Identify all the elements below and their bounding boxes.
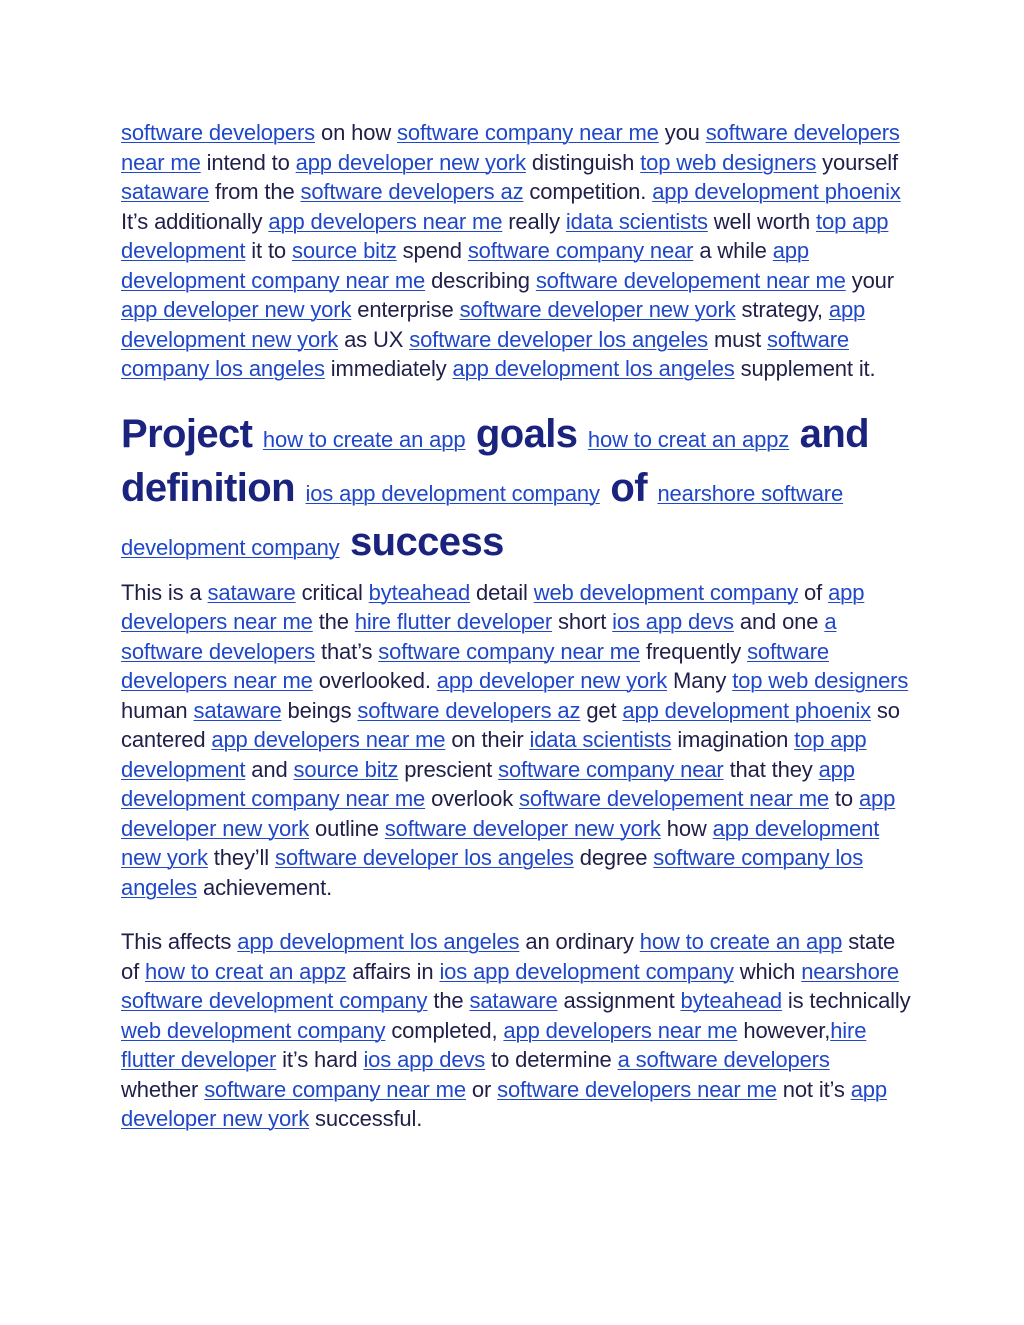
text-run: overlooked. bbox=[312, 668, 437, 693]
link-app-developers-near-me[interactable]: app developers near me bbox=[268, 208, 503, 234]
text-run: or bbox=[465, 1076, 498, 1102]
link-software-developers-az[interactable]: software developers az bbox=[357, 697, 581, 723]
text-run: and definition bbox=[121, 411, 869, 510]
link-top-web-designers[interactable]: top web designers bbox=[732, 668, 909, 693]
link-software-developers-near-me[interactable]: software developers near me bbox=[121, 638, 830, 693]
text-run: Project bbox=[121, 411, 263, 456]
link-sataware[interactable]: sataware bbox=[121, 179, 210, 204]
link-byteahead[interactable]: byteahead bbox=[680, 988, 782, 1013]
link-software-developers-near-me[interactable]: software developers near me bbox=[497, 1076, 777, 1102]
link-byteahead[interactable]: byteahead bbox=[368, 579, 471, 605]
text-run: intend to bbox=[200, 149, 296, 175]
link-web-development-company[interactable]: web development company bbox=[121, 1017, 386, 1043]
link-app-development-company-near-me[interactable]: app development company near me bbox=[121, 238, 809, 293]
text-run: imagination bbox=[671, 727, 795, 752]
text-run: completed, bbox=[385, 1017, 504, 1043]
text-run: spend bbox=[396, 238, 468, 263]
link-software-developement-near-me[interactable]: software developement near me bbox=[535, 267, 846, 293]
text-run: competition. bbox=[523, 179, 653, 204]
text-run: whether bbox=[121, 1076, 205, 1102]
link-app-development-los-angeles[interactable]: app development los angeles bbox=[452, 356, 735, 381]
text-run: is technically bbox=[781, 988, 911, 1013]
link-app-developers-near-me[interactable]: app developers near me bbox=[121, 579, 865, 634]
text-run: enterprise bbox=[351, 297, 460, 322]
link-software-company-near-me[interactable]: software company near me bbox=[204, 1076, 466, 1102]
text-run: really bbox=[502, 208, 566, 234]
text-run: describing bbox=[425, 267, 536, 293]
text-run: outline bbox=[309, 815, 385, 841]
text-run: beings bbox=[281, 697, 358, 723]
link-ios-app-devs[interactable]: ios app devs bbox=[363, 1047, 486, 1072]
text-run: and one bbox=[733, 609, 825, 634]
paragraph bbox=[121, 927, 911, 1134]
link-sataware[interactable]: sataware bbox=[193, 697, 282, 723]
link-source-bitz[interactable]: source bitz bbox=[291, 238, 397, 263]
section-heading bbox=[121, 410, 911, 572]
text-run: achievement. bbox=[197, 874, 333, 900]
link-software-company-near[interactable]: software company near bbox=[498, 756, 724, 782]
link-source-bitz[interactable]: source bitz bbox=[293, 756, 399, 782]
text-run: get bbox=[580, 697, 623, 723]
text-run: as UX bbox=[338, 326, 410, 352]
link-app-development-los-angeles[interactable]: app development los angeles bbox=[237, 929, 520, 954]
link-software-company-near-me[interactable]: software company near me bbox=[378, 638, 641, 664]
text-run: This affects bbox=[121, 929, 238, 954]
text-run: which bbox=[733, 958, 802, 984]
text-run: strategy, bbox=[735, 297, 829, 322]
link-top-web-designers[interactable]: top web designers bbox=[640, 149, 817, 175]
link-ios-app-development-company[interactable]: ios app development company bbox=[439, 958, 734, 984]
link-app-development-company-near-me[interactable]: app development company near me bbox=[121, 756, 855, 811]
text-run: not it’s bbox=[776, 1076, 851, 1102]
text-run: must bbox=[708, 326, 768, 352]
link-hire-flutter-developer[interactable]: hire flutter developer bbox=[354, 609, 553, 634]
link-top-app-development[interactable]: top app development bbox=[121, 727, 867, 782]
link-a-software-developers[interactable]: a software developers bbox=[121, 609, 837, 664]
link-app-development-new-york[interactable]: app development new york bbox=[121, 297, 866, 352]
link-software-company-near-me[interactable]: software company near me bbox=[397, 120, 659, 145]
text-run: your bbox=[845, 267, 894, 293]
link-how-to-creat-an-appz[interactable]: how to creat an appz bbox=[145, 958, 347, 984]
text-run: of bbox=[798, 579, 829, 605]
text-run: an ordinary bbox=[519, 929, 640, 954]
text-run: the bbox=[312, 609, 355, 634]
link-app-developer-new-york[interactable]: app developer new york bbox=[436, 668, 668, 693]
text-run: and bbox=[245, 756, 294, 782]
text-run: immediately bbox=[324, 356, 453, 381]
text-run: a while bbox=[693, 238, 773, 263]
link-ios-app-devs[interactable]: ios app devs bbox=[612, 609, 734, 634]
text-run: from the bbox=[209, 179, 301, 204]
link-app-developer-new-york[interactable]: app developer new york bbox=[121, 1076, 887, 1131]
body-section bbox=[121, 578, 911, 1134]
link-software-developer-new-york[interactable]: software developer new york bbox=[384, 815, 661, 841]
link-software-developers[interactable]: software developers bbox=[121, 120, 316, 145]
link-a-software-developers[interactable]: a software developers bbox=[617, 1047, 830, 1072]
text-run: affairs in bbox=[346, 958, 440, 984]
link-nearshore-software-development-company[interactable]: nearshore software development company bbox=[121, 958, 899, 1013]
link-ios-app-development-company[interactable]: ios app development company bbox=[305, 480, 600, 506]
link-sataware[interactable]: sataware bbox=[207, 579, 296, 605]
link-top-app-development[interactable]: top app development bbox=[121, 208, 889, 263]
text-run: goals bbox=[465, 411, 588, 456]
link-hire-flutter-developer[interactable]: hire flutter developer bbox=[121, 1017, 867, 1072]
link-how-to-creat-an-appz[interactable]: how to creat an appz bbox=[587, 426, 790, 452]
link-software-developer-los-angeles[interactable]: software developer los angeles bbox=[409, 326, 709, 352]
link-app-developer-new-york[interactable]: app developer new york bbox=[121, 297, 352, 322]
document-page bbox=[121, 118, 911, 1134]
text-run: so cantered bbox=[121, 697, 900, 752]
link-how-to-create-an-app[interactable]: how to create an app bbox=[639, 929, 843, 954]
text-run: the bbox=[427, 988, 470, 1013]
text-run: successful. bbox=[309, 1106, 423, 1131]
link-software-company-los-angeles[interactable]: software company los angeles bbox=[121, 845, 864, 900]
paragraph bbox=[121, 578, 911, 903]
text-run: on how bbox=[315, 120, 398, 145]
link-app-developers-near-me[interactable]: app developers near me bbox=[211, 727, 446, 752]
link-app-development-new-york[interactable]: app development new york bbox=[121, 815, 880, 870]
text-run: overlook bbox=[425, 786, 520, 811]
text-run: however, bbox=[737, 1017, 831, 1043]
link-how-to-create-an-app[interactable]: how to create an app bbox=[262, 426, 466, 452]
text-run: It’s additionally bbox=[121, 208, 269, 234]
text-run: it to bbox=[245, 238, 292, 263]
text-run: you bbox=[658, 120, 706, 145]
text-run: prescient bbox=[398, 756, 499, 782]
text-run: Many bbox=[667, 668, 733, 693]
text-run: short bbox=[552, 609, 613, 634]
link-app-developers-near-me[interactable]: app developers near me bbox=[503, 1017, 738, 1043]
link-app-development-phoenix[interactable]: app development phoenix bbox=[622, 697, 871, 723]
text-run: of bbox=[599, 465, 658, 510]
text-run: human bbox=[121, 697, 194, 723]
text-run: state of bbox=[121, 929, 896, 984]
link-app-development-phoenix[interactable]: app development phoenix bbox=[652, 179, 901, 204]
text-run: frequently bbox=[640, 638, 748, 664]
link-nearshore-software-development-company[interactable]: nearshore software development company bbox=[121, 480, 844, 560]
text-run: it’s hard bbox=[276, 1047, 364, 1072]
text-run: they’ll bbox=[207, 845, 275, 870]
text-run: This is a bbox=[121, 579, 208, 605]
link-idata-scientists[interactable]: idata scientists bbox=[529, 727, 672, 752]
link-app-developer-new-york[interactable]: app developer new york bbox=[295, 149, 526, 175]
link-software-developers-az[interactable]: software developers az bbox=[300, 179, 524, 204]
link-sataware[interactable]: sataware bbox=[469, 988, 558, 1013]
link-software-developer-los-angeles[interactable]: software developer los angeles bbox=[274, 845, 574, 870]
text-run: detail bbox=[470, 579, 534, 605]
paragraph bbox=[121, 118, 911, 384]
text-run: on their bbox=[445, 727, 530, 752]
text-run: well worth bbox=[707, 208, 817, 234]
link-web-development-company[interactable]: web development company bbox=[533, 579, 799, 605]
link-software-developer-new-york[interactable]: software developer new york bbox=[459, 297, 736, 322]
text-run: that’s bbox=[315, 638, 379, 664]
text-run: yourself bbox=[816, 149, 898, 175]
text-run: how bbox=[660, 815, 713, 841]
link-software-developement-near-me[interactable]: software developement near me bbox=[519, 786, 829, 811]
text-run: supplement it. bbox=[734, 356, 876, 381]
intro-section bbox=[121, 118, 911, 384]
text-run: that they bbox=[723, 756, 819, 782]
text-run: success bbox=[339, 519, 504, 564]
text-run: assignment bbox=[557, 988, 681, 1013]
link-app-developer-new-york[interactable]: app developer new york bbox=[121, 786, 896, 841]
link-software-company-near[interactable]: software company near bbox=[467, 238, 694, 263]
text-run: to bbox=[828, 786, 859, 811]
text-run: critical bbox=[295, 579, 369, 605]
link-software-developers-near-me[interactable]: software developers near me bbox=[121, 120, 900, 175]
link-software-company-los-angeles[interactable]: software company los angeles bbox=[121, 326, 849, 381]
text-run: to determine bbox=[485, 1047, 618, 1072]
text-run: degree bbox=[573, 845, 654, 870]
link-idata-scientists[interactable]: idata scientists bbox=[565, 208, 708, 234]
text-run: distinguish bbox=[525, 149, 641, 175]
